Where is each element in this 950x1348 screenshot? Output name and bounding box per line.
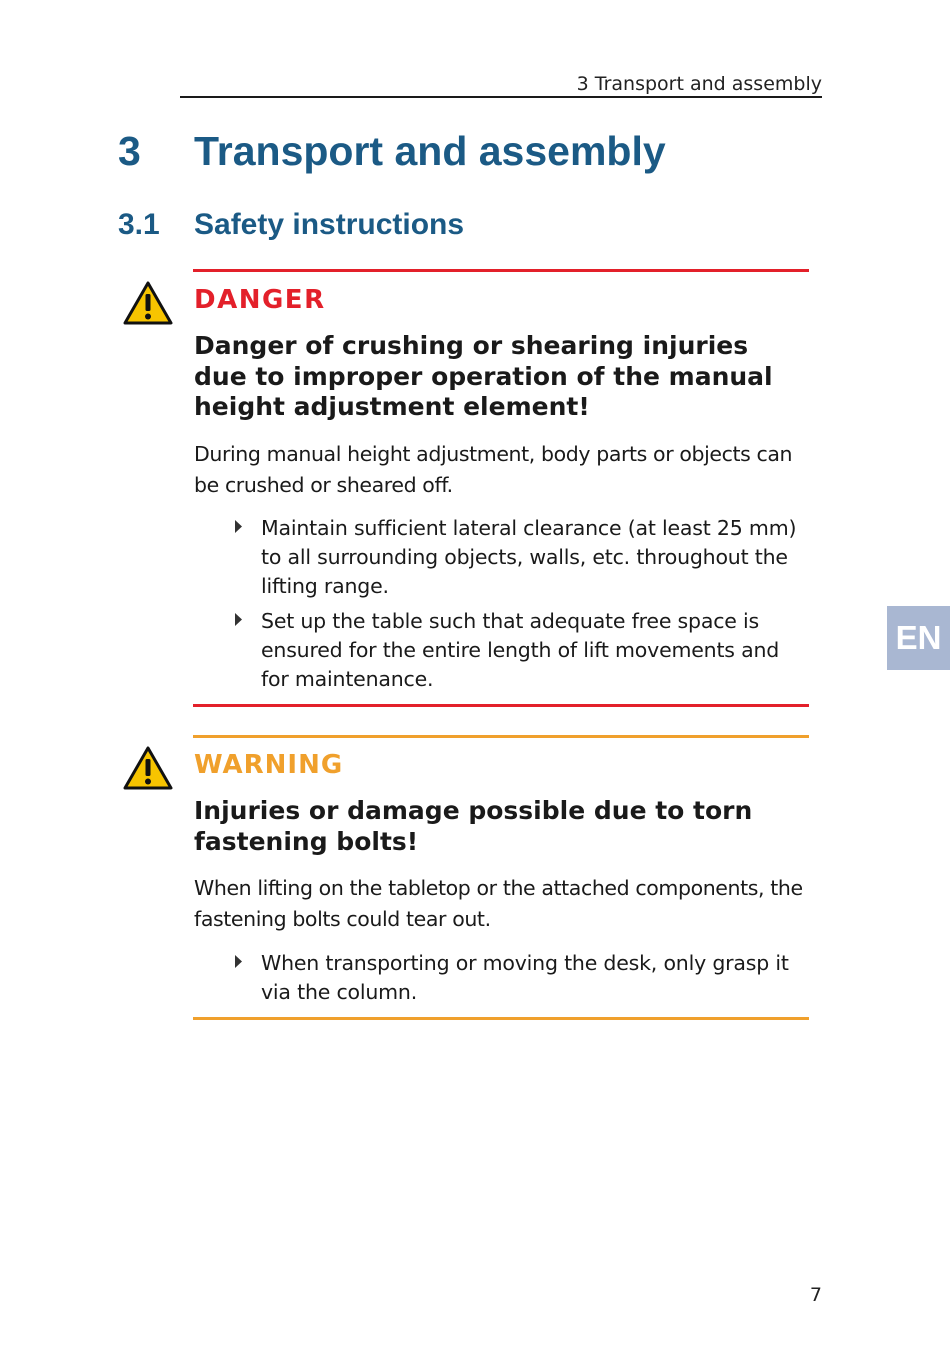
- language-tab: EN: [887, 606, 950, 670]
- running-header: 3 Transport and assembly: [180, 72, 822, 98]
- warning-signal-word: WARNING: [194, 750, 344, 780]
- list-item: [230, 607, 810, 694]
- danger-step-text: Maintain sufficient lateral clearance (at least 25 mm) to all surrounding objects, walls, etc. throughout the lifting range.: [261, 516, 797, 598]
- danger-step-text: Set up the table such that adequate free space is ensured for the entire length of lift movements and for maintenance.: [261, 609, 780, 691]
- warning-hazard-text: When lifting on the tabletop or the attached components, the fastening bolts could tear out.: [194, 876, 803, 931]
- danger-hazard-text: During manual height adjustment, body parts or objects can be crushed or sheared off.: [194, 442, 793, 497]
- section-title: Safety instructions: [194, 208, 465, 241]
- danger-signal-word: DANGER: [194, 285, 326, 315]
- triangle-right-icon: [234, 954, 243, 969]
- triangle-right-icon: [234, 519, 243, 534]
- danger-top-rule: [193, 269, 809, 272]
- page-number: 7: [809, 1284, 822, 1306]
- warning-hazard-title: Injuries or damage possible due to torn fastening bolts!: [194, 796, 753, 856]
- danger-hazard-title: Danger of crushing or shearing injuries due to improper operation of the manual height adjustment element!: [194, 331, 773, 421]
- list-item: [230, 514, 810, 601]
- list-item: [230, 949, 810, 1007]
- warning-top-rule: [193, 735, 809, 738]
- triangle-right-icon: [234, 612, 243, 627]
- section-number: 3.1: [118, 208, 160, 241]
- warning-triangle-icon: [122, 280, 174, 326]
- chapter-number: 3: [118, 128, 141, 174]
- warning-triangle-icon: [122, 745, 174, 791]
- danger-step-list: [230, 514, 810, 700]
- warning-bottom-rule: [193, 1017, 809, 1020]
- warning-step-list: [230, 949, 810, 1013]
- danger-bottom-rule: [193, 704, 809, 707]
- chapter-title: Transport and assembly: [194, 128, 666, 174]
- warning-step-text: When transporting or moving the desk, only grasp it via the column.: [261, 951, 789, 1004]
